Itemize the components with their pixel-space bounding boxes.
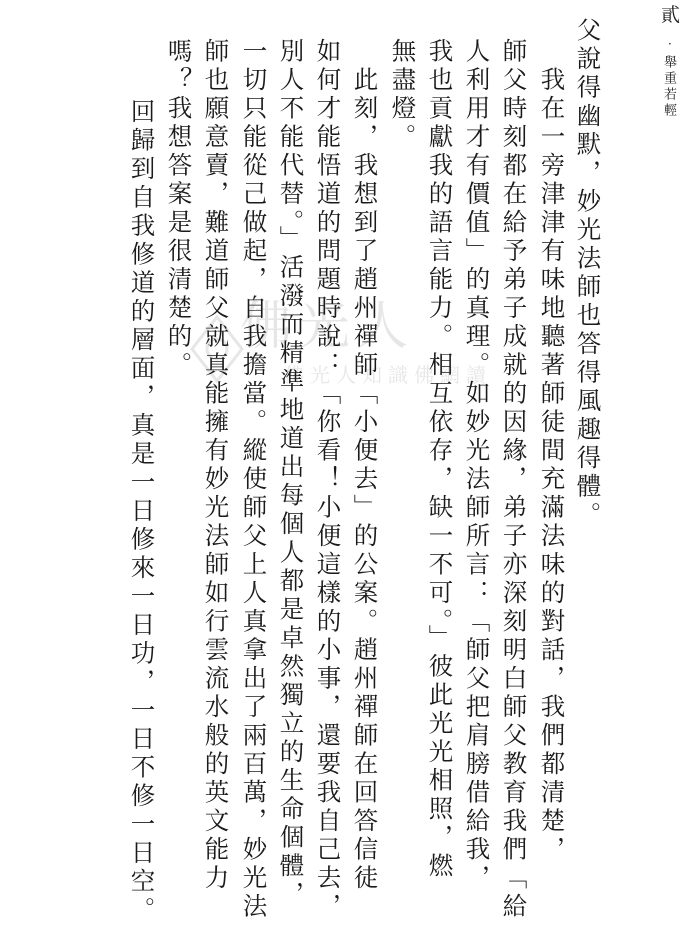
- text-column: 一切只能從己做起，自我擔當。縱使師父上人真拿出了兩百萬，妙光法: [239, 38, 269, 922]
- watermark-sub-text: 佛光人知識佛網讀: [284, 363, 492, 387]
- text-column: 回歸到自我修道的層面，真是一日修來一日功，一日不修一日空。: [127, 70, 157, 925]
- text-column: 我在一旁津津有味地聽著師徒間充滿法味的對話，我們都清楚，: [537, 38, 567, 865]
- text-column: 師父時刻都在給予弟子成就的因緣，弟子亦深刻明白師父教育我們「給: [499, 38, 529, 922]
- text-column: 師也願意賣，難道師父就真能擁有妙光法師如行雲流水般的英文能力: [201, 38, 231, 893]
- text-column: 此刻，我想到了趙州禪師「小便去」的公案。趙州禪師在回答信徒: [350, 38, 380, 893]
- header-separator: ·: [668, 37, 672, 51]
- text-column: 人利用才有價值」的真理。如妙光法師所言：「師父把肩膀借給我，: [462, 38, 492, 893]
- text-column: 別人不能代替。」活潑而精準地道出每個人都是卓然獨立的生命個體，: [276, 38, 306, 910]
- watermark-main-text: 佛光人: [240, 297, 415, 357]
- text-column: 嗎？我想答案是很清楚的。: [164, 38, 194, 380]
- chapter-title: 舉重若輕: [661, 55, 676, 119]
- chapter-number: 貳: [661, 4, 681, 26]
- text-column: 無盡燈。: [388, 38, 418, 152]
- text-column: 父說得幽默，妙光法師也答得風趣得體。: [573, 17, 603, 530]
- text-column: 如何才能悟道的問題時說：「你看！小便這樣的小事，還要我自己去，: [313, 38, 343, 922]
- text-column: 我也貢獻我的語言能力。相互依存，缺一不可。」彼此光光相照，燃: [425, 38, 455, 881]
